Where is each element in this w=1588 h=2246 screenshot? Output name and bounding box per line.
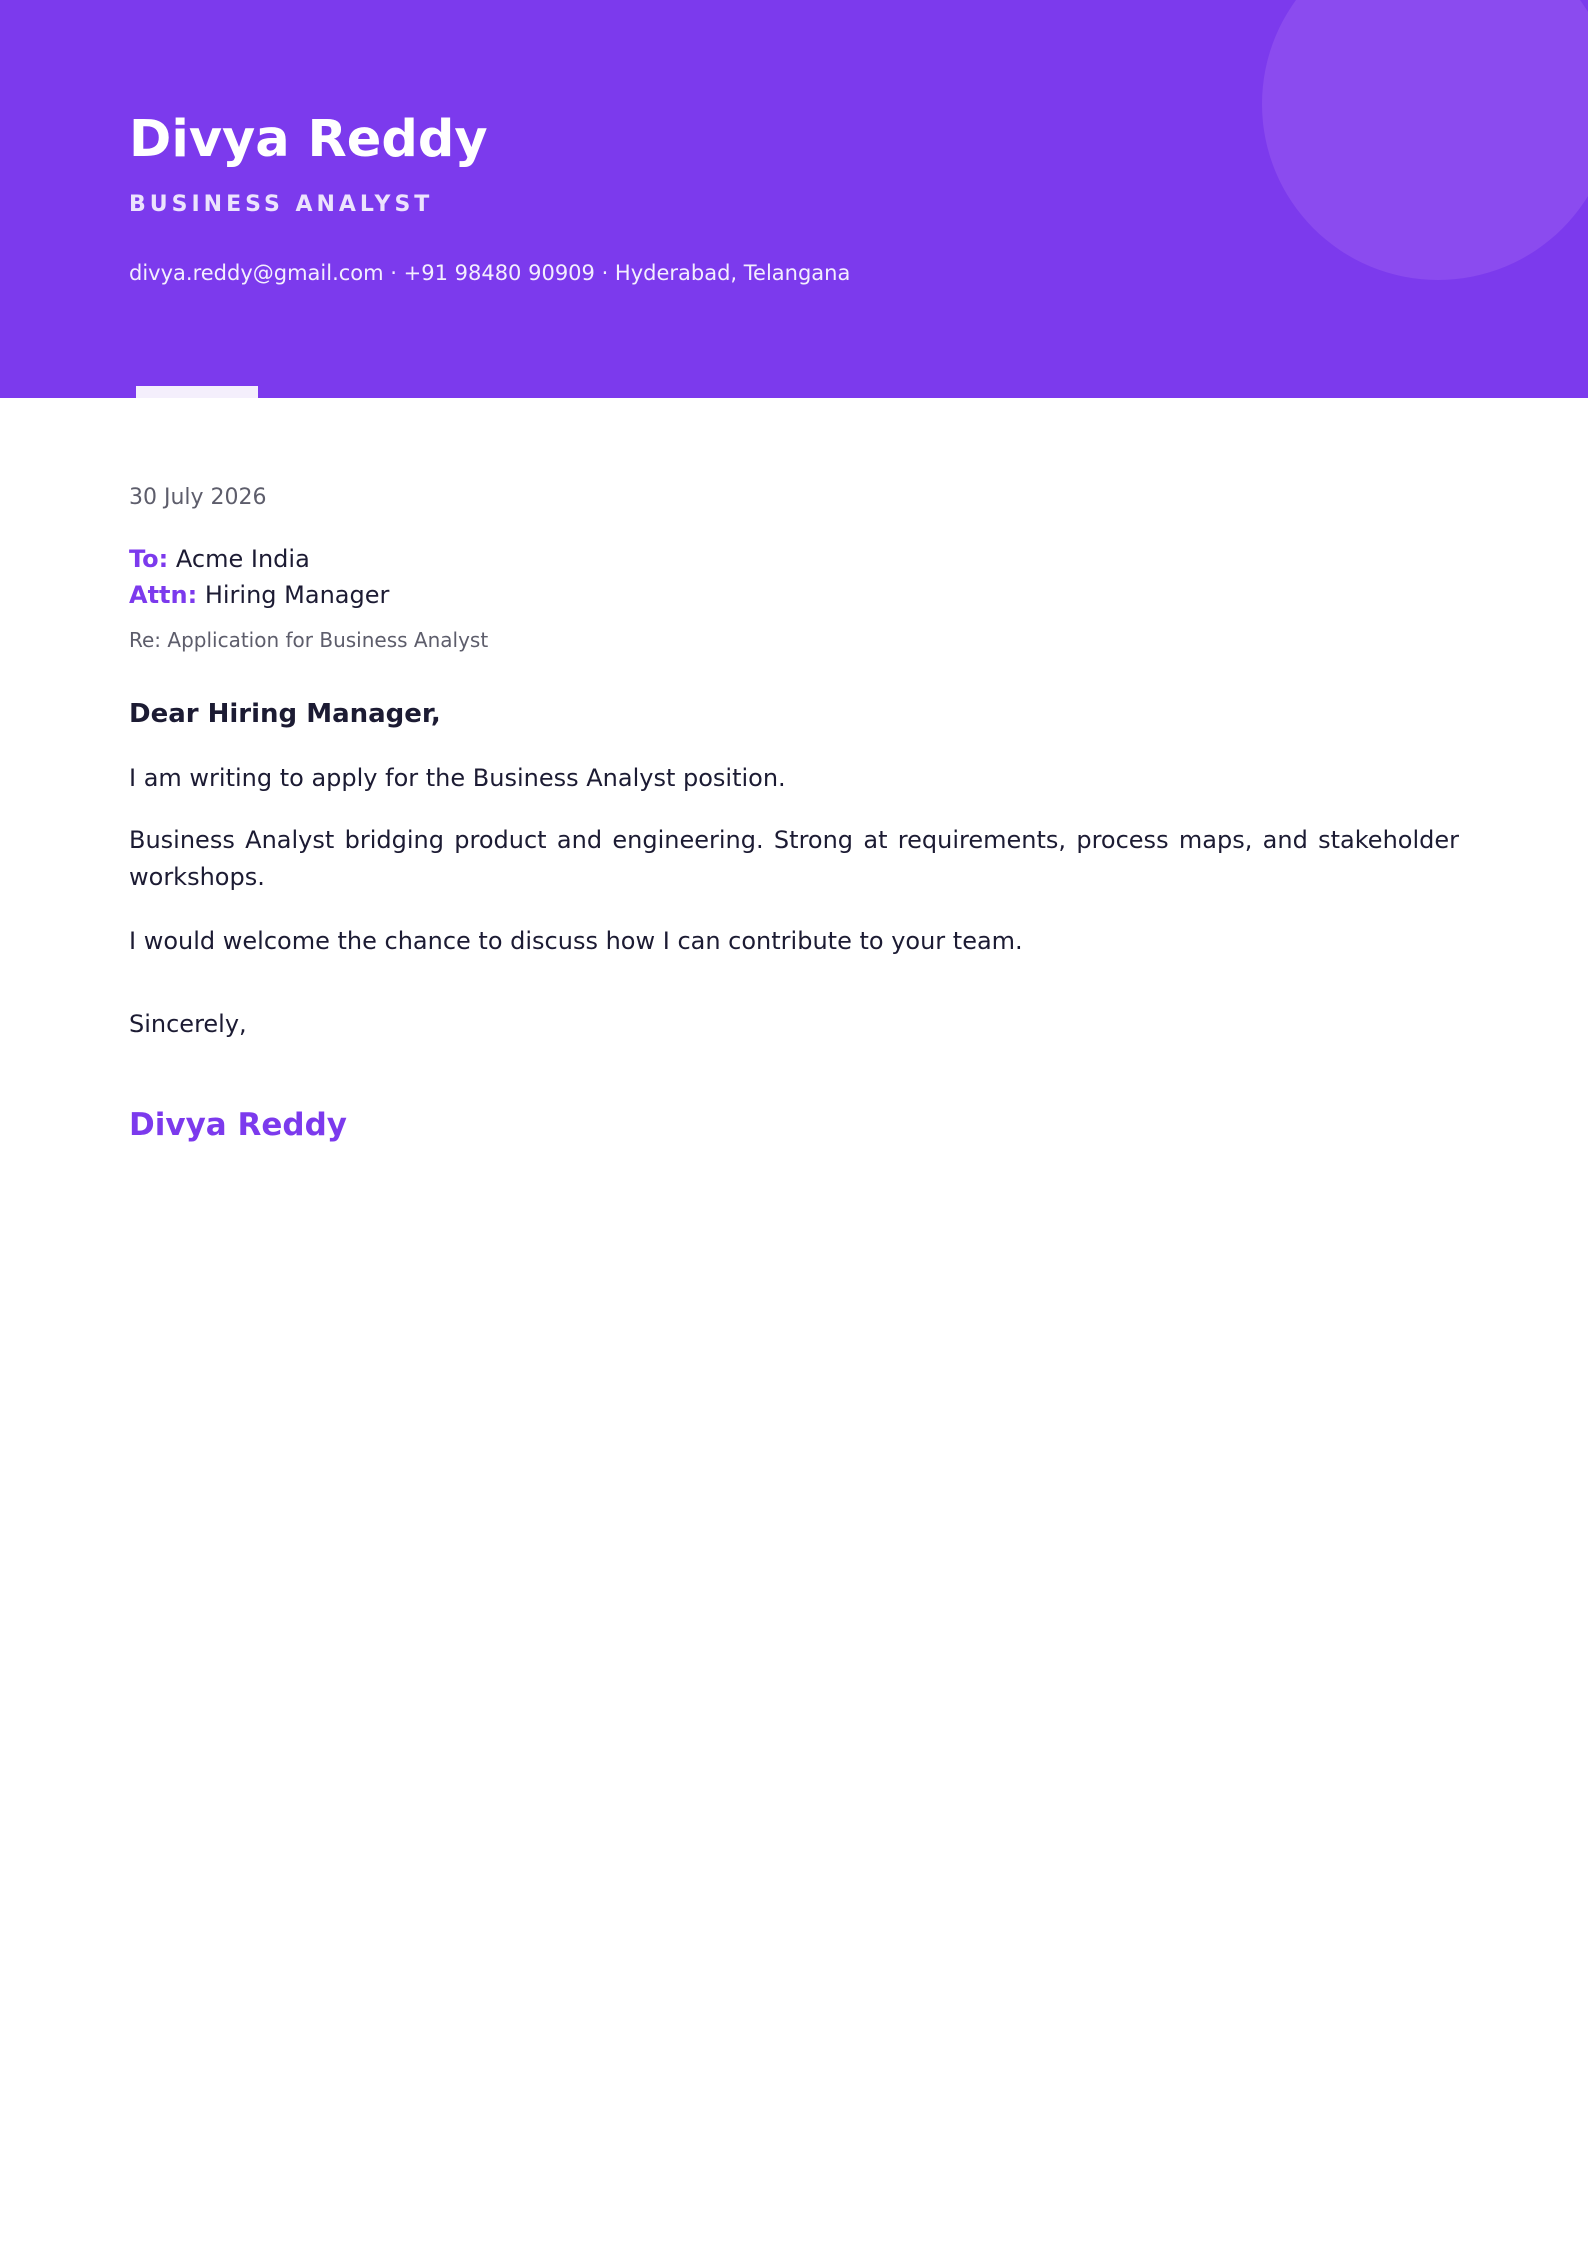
contact-info: divya.reddy@gmail.com · +91 98480 90909 · Hyderabad, Telangana xyxy=(129,261,851,285)
signature-name: Divya Reddy xyxy=(129,1107,347,1143)
applicant-name: Divya Reddy xyxy=(129,110,488,169)
applicant-title: BUSINESS ANALYST xyxy=(129,192,434,217)
letter-date: 30 July 2026 xyxy=(129,485,267,510)
to-label: To: xyxy=(129,545,169,573)
attn-label: Attn: xyxy=(129,581,198,609)
paragraph-closing: I would welcome the chance to discuss how I can contribute to your team. xyxy=(129,927,1023,955)
subject-line: Re: Application for Business Analyst xyxy=(129,628,489,652)
letter-header xyxy=(0,0,1588,398)
paragraph-summary: Business Analyst bridging product and engineering. Strong at requirements, process maps, and stakeholder workshops. xyxy=(129,826,1459,891)
attn-value: Hiring Manager xyxy=(204,581,390,609)
to-value: Acme India xyxy=(175,545,310,573)
paragraph-intro: I am writing to apply for the Business Analyst position. xyxy=(129,764,786,792)
decorative-circle xyxy=(1262,0,1588,280)
attention-line xyxy=(129,578,389,612)
closing-phrase: Sincerely, xyxy=(129,1010,247,1038)
header-tab-accent xyxy=(136,386,258,398)
salutation: Dear Hiring Manager, xyxy=(129,699,441,729)
recipient-line xyxy=(129,542,310,576)
